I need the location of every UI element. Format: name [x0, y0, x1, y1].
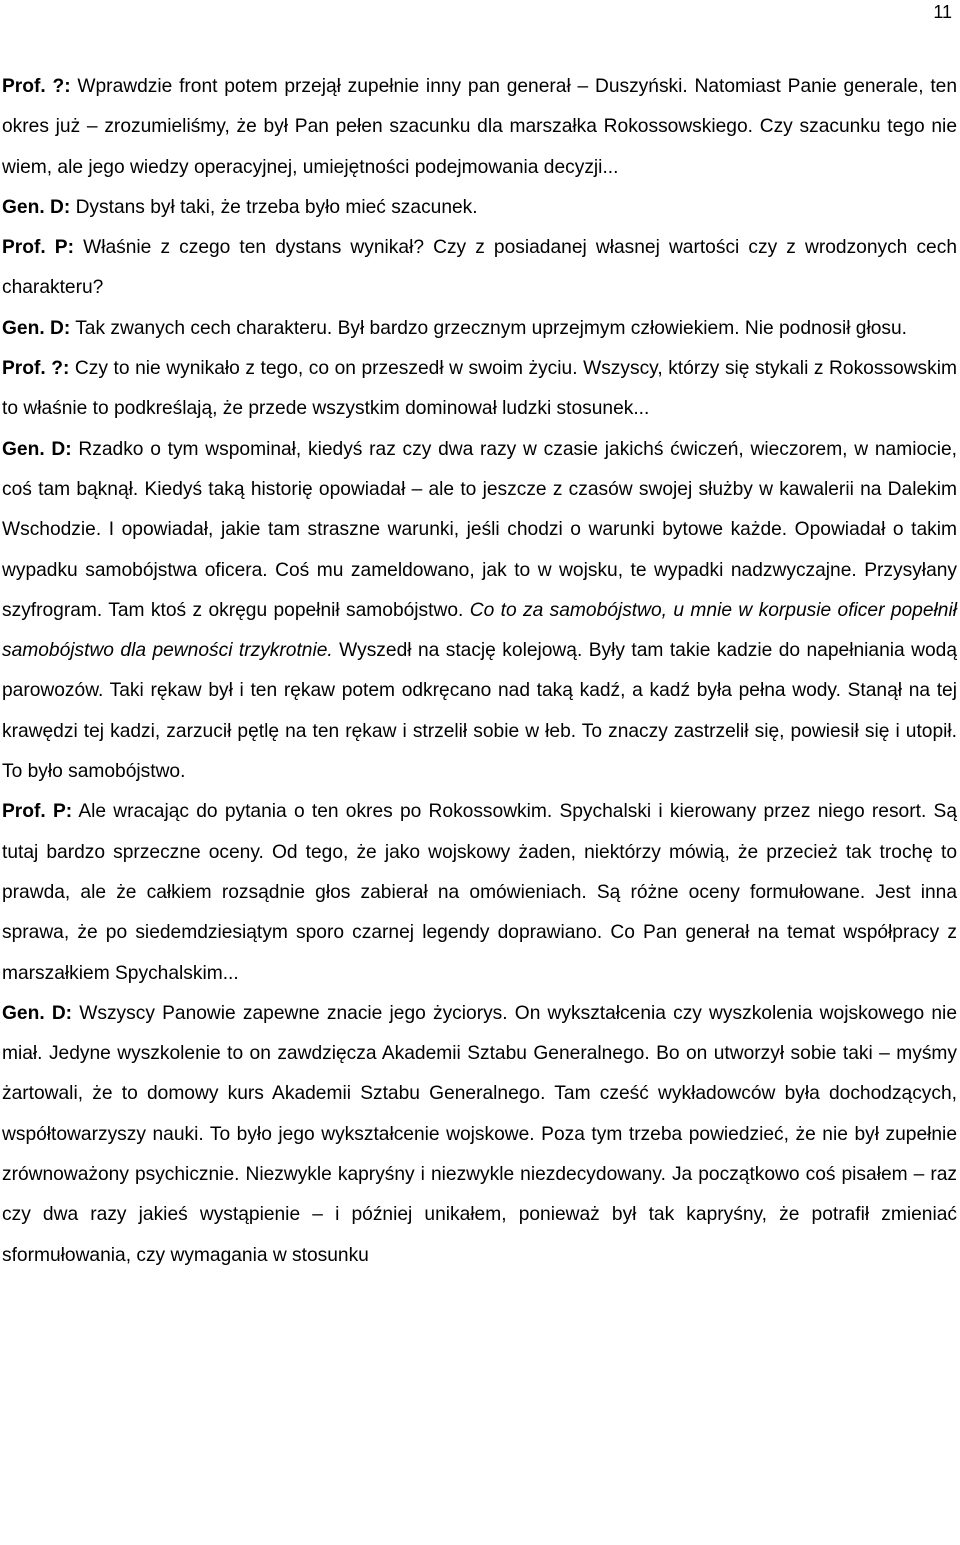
- document-body: [2, 67, 957, 1276]
- paragraph: [2, 228, 957, 309]
- speaker-label: Prof. P:: [2, 801, 73, 823]
- page-number: 11: [933, 2, 952, 22]
- speaker-label: Gen. D:: [2, 317, 71, 339]
- speaker-label: Prof. ?:: [2, 358, 70, 380]
- speaker-label: Prof. P:: [2, 237, 74, 259]
- paragraph-text: Rzadko o tym wspominał, kiedyś raz czy dwa razy w czasie jakichś ćwiczeń, wieczorem, w namiocie, coś tam bąknął. Kiedyś taką historię opowiadał – ale to jeszcze z czasów swojej służby w kawalerii na Dalekim Wschodzie. I opowiadał, jakie tam straszne warunki, jeśli chodzi o warunki bytowe każde. Opowiadał o takim wypadku samobójstwa oficera. Coś mu zameldowano, jak to w wojsku, te wypadki nadzwyczajne. Przysyłany szyfrogram. Tam ktoś z okręgu popełnił samobójstwo.: [2, 438, 957, 621]
- paragraph-text: Dystans był taki, że trzeba było mieć szacunek.: [70, 196, 478, 218]
- speaker-label: Gen. D:: [2, 196, 71, 218]
- speaker-label: Prof. ?:: [2, 76, 71, 97]
- speaker-label: Gen. D:: [2, 438, 72, 460]
- paragraph-text-continued: Wyszedł na stację kolejową. Były tam takie kadzie do napełniania wodą parowozów. Taki rękaw był i ten rękaw potem odkręcano nad taką kadź, a kadź była pełna wody. Stanął na tej krawędzi tej kadzi, zarzucił pętlę na ten rękaw i strzelił sobie w łeb. To znaczy zastrzelił się, powiesił się i utopił. To było samobójstwo.: [2, 640, 957, 783]
- paragraph: [2, 67, 957, 188]
- paragraph-text: Wszyscy Panowie zapewne znacie jego życiorys. On wykształcenia czy wyszkolenia wojskowego nie miał. Jedyne wyszkolenie to on zawdzięcza Akademii Sztabu Generalnego. Bo on utworzył sobie taki – myśmy żartowali, że to domowy kurs Akademii Sztabu Generalnego. Tam cześć wykładowców była dochodzących, współtowarzyszy nauki. To było jego wykształcenie wojskowe. Poza tym trzeba powiedzieć, że nie był zupełnie zrównoważony psychicznie. Niezwykle kapryśny i niezwykle niezdecydowany. Ja początkowo coś pisałem – raz czy dwa razy jakieś wystąpienie – i później unikałem, ponieważ był tak kapryśny, że potrafił zmieniać sformułowania, czy wymagania w stosunku: [2, 1002, 957, 1266]
- paragraph-text: Ale wracając do pytania o ten okres po Rokossowkim. Spychalski i kierowany przez niego resort. Są tutaj bardzo sprzeczne oceny. Od tego, że jako wojskowy żaden, niektórzy mówią, że przecież tak trochę to prawda, ale że całkiem rozsądnie głos zabierał na omówieniach. Są różne oceny formułowane. Jest inna sprawa, że po siedemdziesiątym sporo czarnej legendy doprawiano. Co Pan generał na temat współpracy z marszałkiem Spychalskim...: [2, 801, 957, 984]
- paragraph: [2, 349, 957, 430]
- speaker-label: Gen. D:: [2, 1002, 73, 1024]
- paragraph-text: Właśnie z czego ten dystans wynikał? Czy z posiadanej własnej wartości czy z wrodzonych cech charakteru?: [2, 237, 957, 299]
- paragraph-text: Tak zwanych cech charakteru. Był bardzo grzecznym uprzejmym człowiekiem. Nie podnosił głosu.: [70, 317, 908, 339]
- paragraph-text: Czy to nie wynikało z tego, co on przeszedł w swoim życiu. Wszyscy, którzy się stykali z Rokossowskim to właśnie to podkreślają, że przede wszystkim dominował ludzki stosunek...: [2, 358, 957, 420]
- paragraph: [2, 430, 957, 793]
- paragraph-text: Wprawdzie front potem przejął zupełnie inny pan generał – Duszyński. Natomiast Panie generale, ten okres już – zrozumieliśmy, że był Pan pełen szacunku dla marszałka Rokossowskiego. Czy szacunku tego nie wiem, ale jego wiedzy operacyjnej, umiejętności podejmowania decyzji...: [2, 76, 957, 178]
- paragraph: [2, 792, 957, 993]
- paragraph: [2, 188, 957, 228]
- paragraph: [2, 309, 957, 349]
- paragraph: [2, 994, 957, 1276]
- italic-quote: Co to za samobójstwo, u mnie w korpusie oficer popełnił samobójstwo dla pewności trzykrotnie.: [2, 599, 957, 662]
